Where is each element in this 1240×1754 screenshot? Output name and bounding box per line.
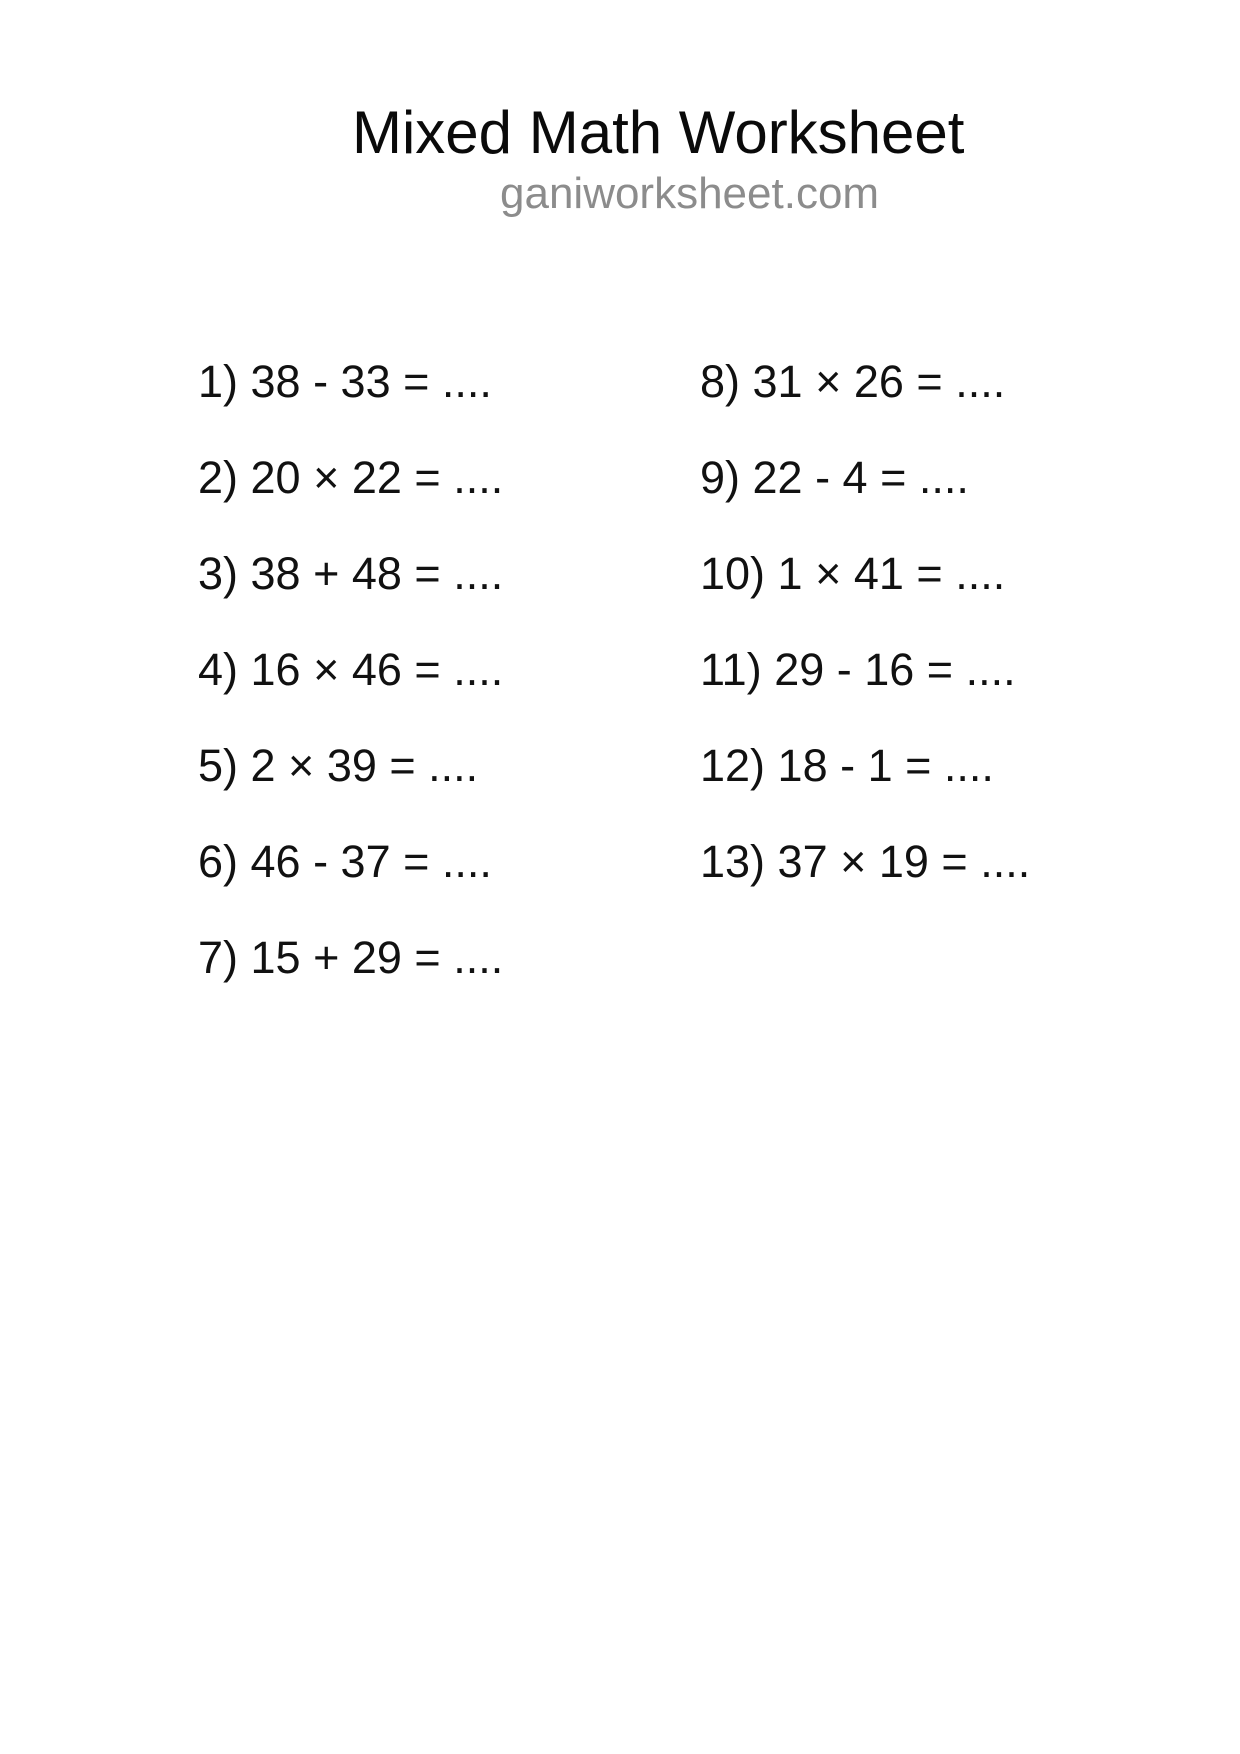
- problem-5: 5) 2 × 39 = ....: [198, 740, 479, 791]
- site-credit: ganiworksheet.com: [500, 169, 880, 218]
- problem-13: 13) 37 × 19 = ....: [700, 836, 1031, 887]
- problem-3: 3) 38 + 48 = ....: [198, 548, 504, 599]
- problem-7: 7) 15 + 29 = ....: [198, 932, 504, 983]
- problem-8: 8) 31 × 26 = ....: [700, 356, 1006, 407]
- problem-4: 4) 16 × 46 = ....: [198, 644, 504, 695]
- problem-12: 12) 18 - 1 = ....: [700, 740, 994, 791]
- problem-2: 2) 20 × 22 = ....: [198, 452, 504, 503]
- problem-9: 9) 22 - 4 = ....: [700, 452, 969, 503]
- page-title: Mixed Math Worksheet: [352, 99, 965, 166]
- problem-1: 1) 38 - 33 = ....: [198, 356, 492, 407]
- problem-11: 11) 29 - 16 = ....: [700, 644, 1016, 695]
- problem-10: 10) 1 × 41 = ....: [700, 548, 1006, 599]
- problem-6: 6) 46 - 37 = ....: [198, 836, 492, 887]
